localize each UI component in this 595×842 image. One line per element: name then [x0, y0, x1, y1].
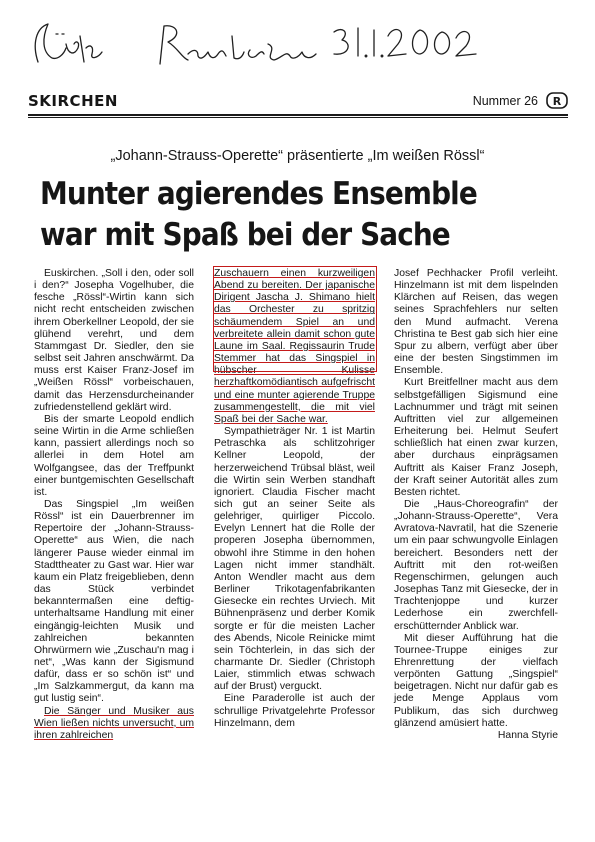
paragraph: Die „Haus-Choreografin“ der „Johann-Strauss-Operette“, Vera Avratova-Navratil, hat die Szenerie um ein paar schwungvolle Einlagen bereichert. Besonders nett der Auftritt mit den rot-weißen Regenschirmen, gelungen auch Josephas Tanz mit Giesecke, der in Trachtenjoppe und kurzer Lederhose ein zwerchfell-erschütternder Anblick war. [394, 498, 558, 632]
paragraph: Bis der smarte Leopold endlich seine Wirtin in die Arme schließen kann, passiert allerdings noch so allerlei in dem Hotel am Wolfgangsee, das der Treffpunkt einer buntgemischten Gesellschaft ist. [34, 413, 194, 498]
paragraph: Eine Paraderolle ist auch der schrullige Privatgelehrte Professor Hinzelmann, dem [214, 693, 375, 729]
logo-letter: R [552, 95, 562, 108]
red-pen-box [213, 266, 377, 372]
paragraph-highlighted: Die Sänger und Musiker aus Wien ließen nichts unversucht, um ihren zahlreichen [34, 705, 194, 741]
headline-line-1: Munter agierendes Ensemble [40, 176, 477, 212]
headline [40, 174, 508, 256]
header-rule-thin [28, 117, 568, 118]
article-column-3 [394, 268, 558, 742]
paragraph: Sympathieträger Nr. 1 ist Martin Petraschka als schlitzohriger Kellner Leopold, der herzerweichend Trübsal bläst, weil die Wirtin sein Werben standhaft ignoriert. Claudia Fischer macht sich gut an seiner Seite als gelehriger, quirliger Piccolo. Evelyn Lennert hat die Rolle der properen Josepha übernommen, obwohl ihre Stimme in den hohen Lagen nicht immer standhält. Anton Wendler macht aus dem Berliner Trikotagenfabrikanten Giesecke ein rechtes Urviech. Mit Bühnenpräsenz und derber Komik sorgte er für die meisten Lacher des Abends, Nicole Reinicke mimt sein Töchterlein, in das sich der charmante Dr. Siedler (Christoph Laier, stimmlich etwas schwach auf der Brust) verguckt. [214, 426, 375, 693]
author-signature: Hanna Styrie [497, 729, 558, 741]
paragraph: Kurt Breitfellner macht aus dem selbstgefälligen Sigismund eine Lachnummer und trägt mit seinen Auftritten viel zur allgemeinen Erheiterung bei. Helmut Seufert schließlich hat einen zwar kurzen, aber durchaus einprägsamen Auftritt als Kaiser Franz Joseph, der Kraft seiner Autorität alles zum Besten richtet. [394, 377, 558, 498]
article-column-1 [34, 268, 194, 742]
section-name: SKIRCHEN [28, 92, 118, 110]
paragraph-highlighted: Zuschauern einen kurzweiligen Abend zu bereiten. Der japanische Dirigent Jascha J. Shimano hielt das Orchester zu spritzig schäumendem Spiel an und verbreitete allein damit schon gute Laune im Saal. Regissaurin Trude Stemmer hat das Singspiel in hübscher Kulisse herzhaftkomödiantisch aufgefrischt und eine munter agierende Truppe zusammengestellt, die mit viel Spaß bei der Sache war. [214, 268, 375, 425]
paragraph: Das Singspiel „Im weißen Rössl“ ist ein Dauerbrenner im Repertoire der „Johann-Strauss-Operette“ aus Wien, die nach längerer Pause wieder einmal im Stadttheater zu Gast war. Hier war kaum ein Platz freigeblieben, denn das Stück verbindet bekanntermaßen eine deftig-unterhaltsame Handlung mit einer eingängig-leichten Musik und zahlreichen bekannten Ohrwürmern wie „Zuschau'n mag i net“, „Was kann der Sigismund dafür, dass er so schön ist“ und „Im Salzkammergut, da kann ma gut lustig sein“. [34, 498, 194, 705]
paragraph: Mit dieser Aufführung hat die Tournee-Truppe einiges zur Ehrenrettung der vielfach verpönten Gattung „Singspiel“ beigetragen. Nicht nur dafür gab es jede Menge Applaus vom Publikum, das sich durchweg glänzend amüsiert hatte. [394, 632, 558, 729]
handwritten-source-note [28, 14, 488, 74]
paragraph: Josef Pechhacker Profil verleiht. Hinzelmann ist mit dem lispelnden Klärchen auf Reisen, das wegen seines Sprachfehlers nur selten den Mund aufmacht. Verena Christina te Best gab sich hier eine Spur zu albern, verfügt aber über eine der besten Singstimmen im Ensemble. [394, 268, 558, 377]
header-rule [28, 114, 568, 116]
paragraph: Euskirchen. „Soll i den, oder soll i den?“ Josepha Vogelhuber, die fesche „Rössl“-Wirtin kann sich nicht recht entscheiden zwischen ihrem Oberkellner Leopold, der sie glühend verehrt, und dem Stammgast Dr. Siedler, den sie selbst seit Jahren anschwärmt. Da muss erst Kaiser Franz-Josef im „Weißen Rössl“ vorbeischauen, damit das Herzensdurcheinander zufriedenstellend geklärt wird. [34, 268, 194, 413]
headline-line-2: war mit Spaß bei der Sache [40, 217, 450, 253]
newspaper-logo-icon [546, 92, 568, 109]
kicker: „Johann-Strauss-Operette“ präsentierte „Im weißen Rössl“ [110, 148, 485, 164]
section-header [28, 92, 568, 114]
issue-number: Nummer 26 [472, 94, 538, 108]
